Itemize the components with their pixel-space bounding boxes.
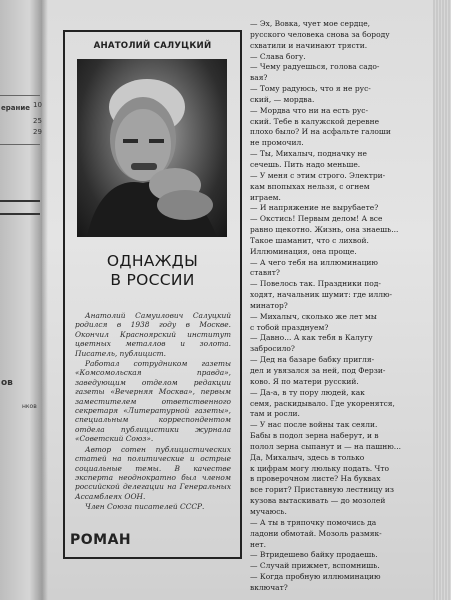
text-line: — Давно... А как тебя в Калугу bbox=[250, 333, 373, 343]
text-line: — Слава богу. bbox=[250, 51, 306, 61]
text-line: к цифрам могу люльку подать. Что bbox=[250, 463, 390, 473]
text-line: — Окстись! Первым делом! А все bbox=[250, 214, 383, 224]
text-line: — Повелось так. Праздники под- bbox=[250, 279, 381, 289]
text-line: — А чего тебя на иллюминацию bbox=[250, 257, 378, 267]
left-page-header-fragment: ерание bbox=[1, 104, 30, 112]
text-line: — Михалыч, сколько же лет мы bbox=[250, 311, 377, 321]
title-line: ОДНАЖДЫ bbox=[106, 252, 199, 270]
left-page-edge bbox=[0, 0, 42, 600]
text-line: — Тому радуюсь, что я не рус- bbox=[250, 84, 371, 94]
text-line: — Случай прижмет, вспомнишь. bbox=[250, 561, 380, 571]
text-line: там и росли. bbox=[250, 409, 300, 419]
text-line: не промочил. bbox=[250, 138, 304, 148]
text-line: минатор? bbox=[250, 300, 288, 310]
text-line: схватили и начинают трясти. bbox=[250, 40, 368, 50]
text-line: сечешь. Пить надо меньше. bbox=[250, 159, 361, 169]
text-line: — У нас после войны так сеяли. bbox=[250, 420, 378, 430]
text-line: Да, Михалыч, здесь в только bbox=[250, 452, 365, 462]
text-line: нет. bbox=[250, 539, 266, 549]
story-title bbox=[65, 252, 240, 290]
left-page-fragment: ов bbox=[1, 378, 13, 388]
text-line: ский, — мордва. bbox=[250, 94, 315, 104]
text-line: играем. bbox=[250, 192, 281, 202]
text-line: — У меня с этим строго. Электри- bbox=[250, 170, 386, 180]
text-line: — Втридешево байку продаешь. bbox=[250, 550, 378, 560]
author-sidebar-frame bbox=[63, 30, 242, 559]
genre-rubric: РОМАН bbox=[70, 532, 132, 548]
left-page-number: 25 bbox=[33, 117, 42, 125]
text-line: — А ты в тряпочку помочись да bbox=[250, 517, 377, 527]
author-biography bbox=[75, 311, 231, 513]
author-portrait-image bbox=[77, 59, 227, 237]
text-line: ставят? bbox=[250, 268, 280, 278]
text-line: — Ты, Михалыч, подначку не bbox=[250, 149, 367, 159]
left-page-number: 10 bbox=[33, 101, 42, 109]
text-line: — И напряжение не вырубаете? bbox=[250, 203, 379, 213]
author-photo bbox=[77, 59, 227, 237]
author-name: АНАТОЛИЙ САЛУЦКИЙ bbox=[93, 41, 212, 51]
book-page bbox=[42, 0, 451, 600]
text-line: в проверочном листе? На буквах bbox=[250, 474, 381, 484]
text-line: — Чему радуешься, голова садо- bbox=[250, 62, 380, 72]
left-page-rule bbox=[0, 213, 40, 215]
text-line: ходят, начальник шумит: где иллю- bbox=[250, 290, 393, 300]
text-line: Иллюминация, она проще. bbox=[250, 246, 357, 256]
left-page-rule bbox=[0, 200, 40, 202]
text-line: мучаюсь. bbox=[250, 506, 287, 516]
text-line: дел и увязался за ней, под Ферзи- bbox=[250, 366, 386, 375]
text-line: семя, раскидывало. Где укоренятся, bbox=[250, 398, 395, 408]
page-stack-edge bbox=[433, 0, 451, 600]
text-line: все горит? Приставную лестницу из bbox=[250, 485, 395, 495]
text-line: включат? bbox=[250, 582, 288, 592]
text-line: Бабы в подол зерна наберут, и в bbox=[250, 431, 379, 441]
text-line: русского человека снова за бороду bbox=[250, 29, 390, 39]
text-line: ково. Я по матери русский. bbox=[250, 376, 359, 386]
bio-paragraph: Автор сотен публицистических статей на политические и острые социальные темы. В качестве эксперта неоднократно был членом российской делегации на Генеральных Ассамблеях ООН. bbox=[75, 444, 231, 501]
text-line: ский. Тебе в калужской деревне bbox=[250, 116, 380, 126]
text-line: — Дед на базаре бабку пригля- bbox=[250, 355, 375, 365]
text-line: — Эх, Вовка, чует мое сердце, bbox=[250, 19, 371, 28]
bio-paragraph: Член Союза писателей СССР. bbox=[85, 502, 205, 512]
text-line: кузова вытаскивать — до мозолей bbox=[250, 496, 386, 506]
text-line: полол зерна сыпанут и — на пашню... bbox=[250, 441, 401, 451]
text-line: Такое шаманит, что с лихвой. bbox=[250, 235, 369, 245]
left-page-fragment: нков bbox=[22, 403, 37, 410]
text-line: с тобой празднуем? bbox=[250, 322, 329, 332]
text-line: плохо было? И на асфальте галоши bbox=[250, 127, 391, 137]
bio-paragraph: Анатолий Самуилович Салуцкий родился в 1938 году в Москве. Окончил Красноярский институт цветных металлов и золота. Писатель, публицист. bbox=[75, 311, 231, 358]
text-line: забросило? bbox=[250, 344, 295, 354]
left-page-number: 29 bbox=[33, 128, 42, 136]
text-line: — Мордва что ни на есть рус- bbox=[250, 105, 369, 115]
text-line: вая? bbox=[250, 73, 268, 83]
bio-paragraph: Работал сотрудником газеты «Комсомольская правда», заведующим отделом редакции газеты «Вечерняя Москва», первым заместителем ответственного секретаря «Литературной газеты», специальным корреспондентом отдела публицистики журнала «Советский Союз». bbox=[75, 359, 231, 444]
title-line: В РОССИИ bbox=[110, 271, 195, 289]
text-line: кам впопыхах нельзя, с огнем bbox=[250, 181, 370, 191]
novel-text-column bbox=[250, 19, 430, 594]
text-line: — Да-а, в ту пору людей, как bbox=[250, 387, 365, 397]
text-line: равно щекотно. Жизнь, она знаешь... bbox=[250, 225, 399, 235]
text-line: — Когда пробную иллюминацию bbox=[250, 572, 381, 582]
text-line: ладони обмотай. Мозоль размяк- bbox=[250, 528, 382, 538]
